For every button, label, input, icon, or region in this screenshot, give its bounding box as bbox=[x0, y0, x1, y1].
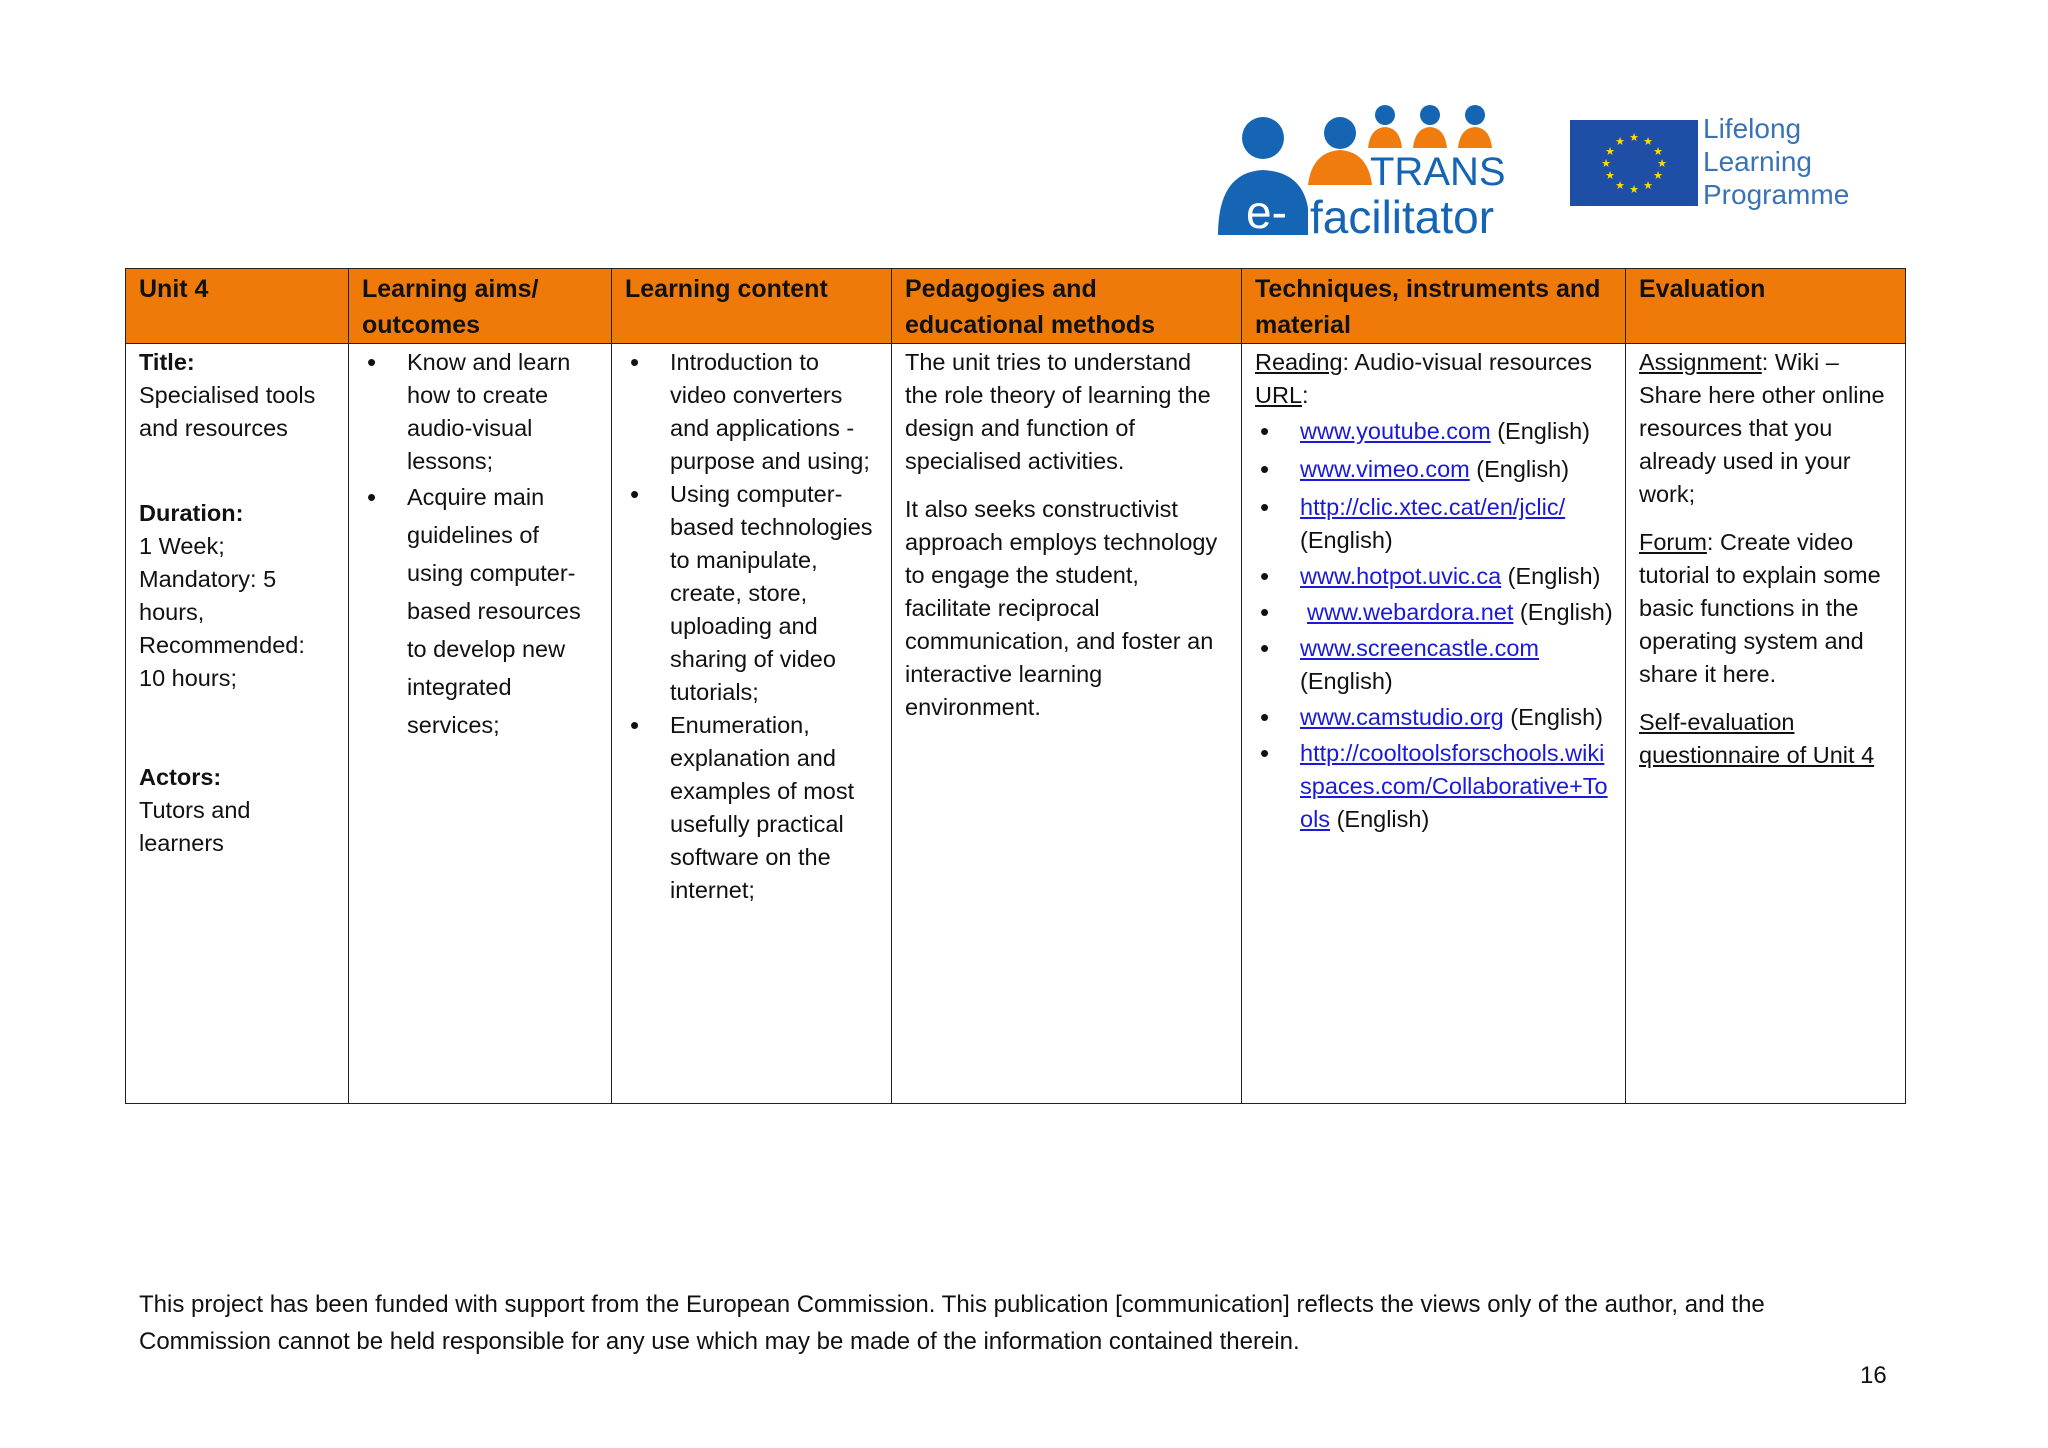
list-item: • Introduction to video converters and applications - purpose and using; bbox=[625, 346, 879, 478]
jclic-link[interactable]: http://clic.xtec.cat/en/jclic/ bbox=[1300, 494, 1566, 520]
reading-line bbox=[1255, 346, 1613, 379]
header-techniques: Techniques, instruments and material bbox=[1242, 269, 1626, 344]
duration-label: Duration: bbox=[139, 500, 244, 526]
svg-text:★: ★ bbox=[1657, 157, 1667, 170]
url-line: URL: bbox=[1255, 382, 1309, 408]
logo-word-facilitator: facilitator bbox=[1310, 191, 1495, 240]
svg-text:★: ★ bbox=[1643, 179, 1653, 192]
assignment-label: Assignment bbox=[1639, 349, 1762, 375]
svg-text:★: ★ bbox=[1605, 169, 1615, 182]
cooltools-link[interactable]: http://cooltoolsforschools.wikispaces.com/Collaborative+Tools bbox=[1300, 740, 1608, 832]
self-evaluation-text: Self-evaluation questionnaire of Unit 4 bbox=[1639, 709, 1875, 768]
list-item: • www.hotpot.uvic.ca (English) bbox=[1255, 560, 1613, 593]
svg-text:★: ★ bbox=[1629, 131, 1639, 144]
pedagogy-paragraph: The unit tries to understand the role theory of learning the design and function of specialised activities. bbox=[905, 349, 1211, 474]
list-item: • http://cooltoolsforschools.wikispaces.com/Collaborative+Tools (English) bbox=[1255, 737, 1613, 836]
actors-label: Actors: bbox=[139, 764, 222, 790]
list-item: • www.youtube.com (English) bbox=[1255, 412, 1613, 450]
header-learning-content: Learning content bbox=[612, 269, 892, 344]
list-item: • www.webardora.net (English) bbox=[1255, 596, 1613, 629]
svg-text:★: ★ bbox=[1615, 179, 1625, 192]
table-row bbox=[126, 344, 1906, 1104]
logo-prefix-e: e- bbox=[1246, 186, 1287, 238]
reading-label: Reading bbox=[1255, 349, 1343, 375]
header-pedagogies: Pedagogies and educational methods bbox=[892, 269, 1242, 344]
page-number: 16 bbox=[1860, 1362, 1887, 1389]
reading-text: : Audio-visual resources bbox=[1342, 349, 1593, 375]
unit-table bbox=[125, 268, 1906, 1104]
unit-cell bbox=[126, 344, 349, 1104]
header-logos bbox=[1210, 100, 1910, 240]
list-item: • Using computer-based technologies to manipulate, create, store, uploading and sharing of video tutorials; bbox=[625, 478, 879, 709]
techniques-cell bbox=[1242, 344, 1626, 1104]
content-list bbox=[625, 346, 879, 907]
list-item: • Enumeration, explanation and examples of most usefully practical software on the internet; bbox=[625, 709, 879, 907]
list-item: • www.camstudio.org (English) bbox=[1255, 701, 1613, 734]
logo-word-trans: TRANS bbox=[1370, 150, 1506, 194]
eu-flag-icon bbox=[1570, 120, 1698, 206]
assignment-paragraph: Assignment: Wiki – Share here other online resources that you already used in your work; bbox=[1639, 349, 1885, 507]
lifelong-learning-programme-text: Lifelong Learning Programme bbox=[1703, 113, 1850, 210]
screencastle-link[interactable]: www.screencastle.com bbox=[1300, 635, 1539, 661]
header-evaluation: Evaluation bbox=[1626, 269, 1906, 344]
svg-text:★: ★ bbox=[1605, 145, 1615, 158]
forum-label: Forum bbox=[1639, 529, 1707, 555]
content-cell bbox=[612, 344, 892, 1104]
pedagogy-paragraph: It also seeks constructivist approach employs technology to engage the student, facilitate reciprocal communication, and foster an interactive learning environment. bbox=[905, 496, 1218, 720]
url-label: URL bbox=[1255, 382, 1303, 408]
table-header-row bbox=[126, 269, 1906, 344]
svg-text:★: ★ bbox=[1653, 145, 1663, 158]
list-item: • http://clic.xtec.cat/en/jclic/ (English) bbox=[1255, 491, 1613, 557]
svg-text:★: ★ bbox=[1601, 157, 1611, 170]
list-item: • www.vimeo.com (English) bbox=[1255, 450, 1613, 488]
youtube-link[interactable]: www.youtube.com bbox=[1300, 418, 1491, 444]
svg-text:★: ★ bbox=[1615, 135, 1625, 148]
title-label: Title: bbox=[139, 349, 195, 375]
list-item: • Know and learn how to create audio-visual lessons; bbox=[362, 346, 599, 478]
duration-line: 1 Week; bbox=[139, 533, 225, 559]
webardora-link[interactable]: www.webardora.net bbox=[1307, 599, 1514, 625]
pedagogies-cell bbox=[892, 344, 1242, 1104]
svg-text:★: ★ bbox=[1653, 169, 1663, 182]
title-value: Specialised tools and resources bbox=[139, 382, 316, 441]
header-learning-aims: Learning aims/ outcomes bbox=[349, 269, 612, 344]
actors-value: Tutors and learners bbox=[139, 797, 251, 856]
vimeo-link[interactable]: www.vimeo.com bbox=[1300, 456, 1470, 482]
svg-text:★: ★ bbox=[1629, 183, 1639, 196]
list-item: • www.screencastle.com (English) bbox=[1255, 632, 1613, 698]
funding-disclaimer: This project has been funded with support from the European Commission. This publication [communication] reflects the views only of the author, and the Commission cannot be held responsible for any use which may be made of the information contained therein. bbox=[139, 1291, 1765, 1355]
evaluation-cell bbox=[1626, 344, 1906, 1104]
aims-list bbox=[362, 346, 599, 744]
duration-line: Recommended: 10 hours; bbox=[139, 632, 305, 691]
hotpot-link[interactable]: www.hotpot.uvic.ca bbox=[1300, 563, 1502, 589]
aims-cell bbox=[349, 344, 612, 1104]
header-unit: Unit 4 bbox=[126, 269, 349, 344]
list-item: • Acquire main guidelines of using computer-based resources to develop new integrated services; bbox=[362, 478, 599, 744]
camstudio-link[interactable]: www.camstudio.org bbox=[1300, 704, 1504, 730]
forum-paragraph: Forum: Create video tutorial to explain some basic functions in the operating system and share it here. bbox=[1639, 529, 1881, 687]
svg-text:★: ★ bbox=[1643, 135, 1653, 148]
links-list bbox=[1255, 412, 1613, 836]
trans-e-facilitator-logo bbox=[1210, 100, 1510, 240]
duration-line: Mandatory: 5 hours, bbox=[139, 566, 277, 625]
